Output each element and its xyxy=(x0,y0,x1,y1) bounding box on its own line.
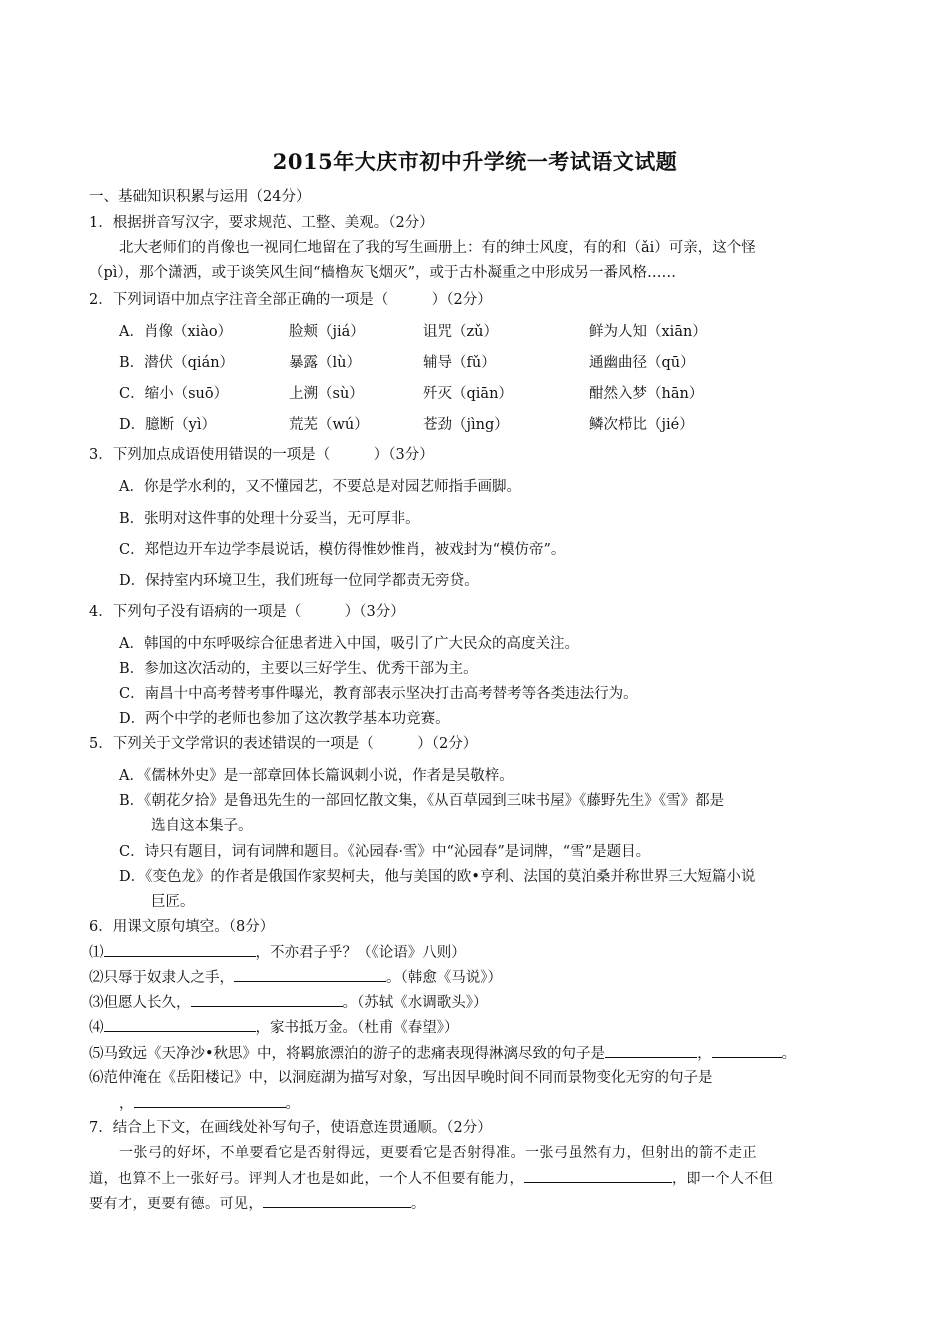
question-6-item-2 xyxy=(89,967,502,988)
question-4-stem: 4．下列句子没有语病的一项是（ ）（3分） xyxy=(89,604,405,620)
question-4-option-b: B．参加这次活动的，主要以三好学生、优秀干部为主。 xyxy=(119,661,478,677)
question-3-stem: 3．下列加点成语使用错误的一项是（ ）（3分） xyxy=(89,447,434,463)
answer-blank[interactable] xyxy=(712,1043,782,1058)
question-4-option-c: C．南昌十中高考替考事件曝光，教育部表示坚决打击高考替考等各类违法行为。 xyxy=(119,686,638,702)
option-cell: 脸颊（jiá） xyxy=(289,324,365,340)
section-heading: 一、基础知识积累与运用（24分） xyxy=(89,189,311,205)
question-5-option-b-cont: 选自这本集子。 xyxy=(151,818,253,834)
option-cell: 荒芜（wú） xyxy=(289,417,369,433)
option-cell: 上溯（sù） xyxy=(289,386,364,402)
item-suffix: 。 xyxy=(285,1096,300,1112)
question-7-stem: 7．结合上下文，在画线处补写句子，使语意连贯通顺。（2分） xyxy=(89,1120,492,1136)
question-6-item-6: ⑹范仲淹在《岳阳楼记》中，以洞庭湖为描写对象，写出因早晚时间不同而景物变化无穷的句子是 xyxy=(89,1070,713,1086)
item-separator: ， xyxy=(697,1046,712,1062)
question-2-row-c xyxy=(119,382,879,402)
passage-text: 道，也算不上一张好弓。评判人才也是如此，一个人不但要有能力， xyxy=(89,1171,524,1187)
option-cell: 苍劲（jìng） xyxy=(423,417,509,433)
option-cell: 通幽曲径（qū） xyxy=(589,355,695,371)
question-2-stem: 2．下列词语中加点字注音全部正确的一项是（ ）（2分） xyxy=(89,292,492,308)
question-7-passage-line2 xyxy=(89,1168,774,1189)
answer-blank[interactable] xyxy=(191,992,343,1007)
question-3-option-a: A．你是学水利的，又不懂园艺，不要总是对园艺师指手画脚。 xyxy=(119,479,521,495)
passage-text: ，即一个人不但 xyxy=(672,1171,774,1187)
option-cell: C．缩小（suō） xyxy=(119,386,229,402)
question-6-item-4 xyxy=(89,1017,459,1038)
question-3-option-b: B．张明对这件事的处理十分妥当，无可厚非。 xyxy=(119,511,420,527)
option-cell: D．臆断（yì） xyxy=(119,417,216,433)
item-suffix: 。（韩愈《马说》） xyxy=(386,970,502,986)
passage-text: 。 xyxy=(411,1196,426,1212)
question-7-passage-line1: 一张弓的好坏，不单要看它是否射得远，更要看它是否射得准。一张弓虽然有力，但射出的箭不走正 xyxy=(119,1145,757,1161)
item-prefix: ⑶但愿人长久， xyxy=(89,995,191,1011)
question-6-item-6-cont xyxy=(119,1093,300,1114)
question-1-stem: 1．根据拼音写汉字，要求规范、工整、美观。（2分） xyxy=(89,215,434,231)
answer-blank[interactable] xyxy=(104,942,256,957)
answer-blank[interactable] xyxy=(134,1093,286,1108)
option-cell: 诅咒（zǔ） xyxy=(423,324,498,340)
question-5-option-d-cont: 巨匠。 xyxy=(151,894,195,910)
question-6-stem: 6．用课文原句填空。（8分） xyxy=(89,919,275,935)
question-3-option-c: C．郑恺边开车边学李晨说话，模仿得惟妙惟肖，被戏封为“模仿帝”。 xyxy=(119,542,566,558)
item-suffix: ，不亦君子乎？（《论语》八则） xyxy=(255,945,466,961)
option-cell: 暴露（lù） xyxy=(289,355,361,371)
option-cell: 鲜为人知（xiān） xyxy=(589,324,707,340)
page-title: 2015年大庆市初中升学统一考试语文试题 xyxy=(272,149,678,174)
option-cell: 鳞次栉比（jié） xyxy=(589,417,694,433)
question-5-option-a: A．《儒林外史》是一部章回体长篇讽刺小说，作者是吴敬梓。 xyxy=(119,768,514,784)
item-suffix: ，家书抵万金。（杜甫《春望》） xyxy=(255,1020,459,1036)
answer-blank[interactable] xyxy=(605,1043,697,1058)
item-prefix: ⑷ xyxy=(89,1020,104,1036)
question-5-option-d: D．《变色龙》的作者是俄国作家契柯夫，他与美国的欧•亨利、法国的莫泊桑并称世界三大短篇小说 xyxy=(119,869,756,885)
answer-blank[interactable] xyxy=(263,1193,411,1208)
question-6-item-3 xyxy=(89,992,488,1013)
passage-text: 要有才，更要有德。可见， xyxy=(89,1196,263,1212)
question-6-item-5 xyxy=(89,1043,796,1064)
question-1-text-line2: （pì），那个潇洒，或于谈笑风生间“樯橹灰飞烟灭”，或于古朴凝重之中形成另一番风格…… xyxy=(89,265,676,281)
item-prefix: ⑴ xyxy=(89,945,104,961)
question-5-option-b: B．《朝花夕拾》是鲁迅先生的一部回忆散文集，《从百草园到三味书屋》《藤野先生》《雪》都是 xyxy=(119,793,725,809)
option-cell: A．肖像（xiào） xyxy=(119,324,233,340)
question-4-option-d: D．两个中学的老师也参加了这次教学基本功竞赛。 xyxy=(119,711,450,727)
question-2-row-b xyxy=(119,351,879,371)
option-cell: 辅导（fǔ） xyxy=(423,355,496,371)
item-prefix: ⑵只辱于奴隶人之手， xyxy=(89,970,234,986)
question-3-option-d: D．保持室内环境卫生，我们班每一位同学都责无旁贷。 xyxy=(119,573,479,589)
option-cell: 酣然入梦（hān） xyxy=(589,386,704,402)
answer-blank[interactable] xyxy=(104,1017,256,1032)
answer-blank[interactable] xyxy=(234,967,386,982)
option-cell: 歼灭（qiān） xyxy=(423,386,513,402)
question-7-passage-line3 xyxy=(89,1193,426,1214)
item-prefix: ， xyxy=(119,1096,134,1112)
item-prefix: ⑸马致远《天净沙•秋思》中，将羁旅漂泊的游子的悲痛表现得淋漓尽致的句子是 xyxy=(89,1046,606,1062)
question-6-item-1 xyxy=(89,942,466,963)
question-4-option-a: A．韩国的中东呼吸综合征患者进入中国，吸引了广大民众的高度关注。 xyxy=(119,636,579,652)
question-1-text-line1: 北大老师们的肖像也一视同仁地留在了我的写生画册上：有的绅士风度，有的和（ǎi）可亲，这个怪 xyxy=(119,240,756,256)
answer-blank[interactable] xyxy=(524,1168,672,1183)
question-5-option-c: C．诗只有题目，词有词牌和题目。《沁园春·雪》中“沁园春”是词牌，“雪”是题目。 xyxy=(119,844,651,860)
option-cell: B．潜伏（qián） xyxy=(119,355,235,371)
question-5-stem: 5．下列关于文学常识的表述错误的一项是（ ）（2分） xyxy=(89,736,478,752)
item-suffix: 。（苏轼《水调歌头》） xyxy=(342,995,488,1011)
question-2-row-d xyxy=(119,413,879,433)
question-2-row-a xyxy=(119,320,879,340)
item-suffix: 。 xyxy=(781,1046,797,1062)
